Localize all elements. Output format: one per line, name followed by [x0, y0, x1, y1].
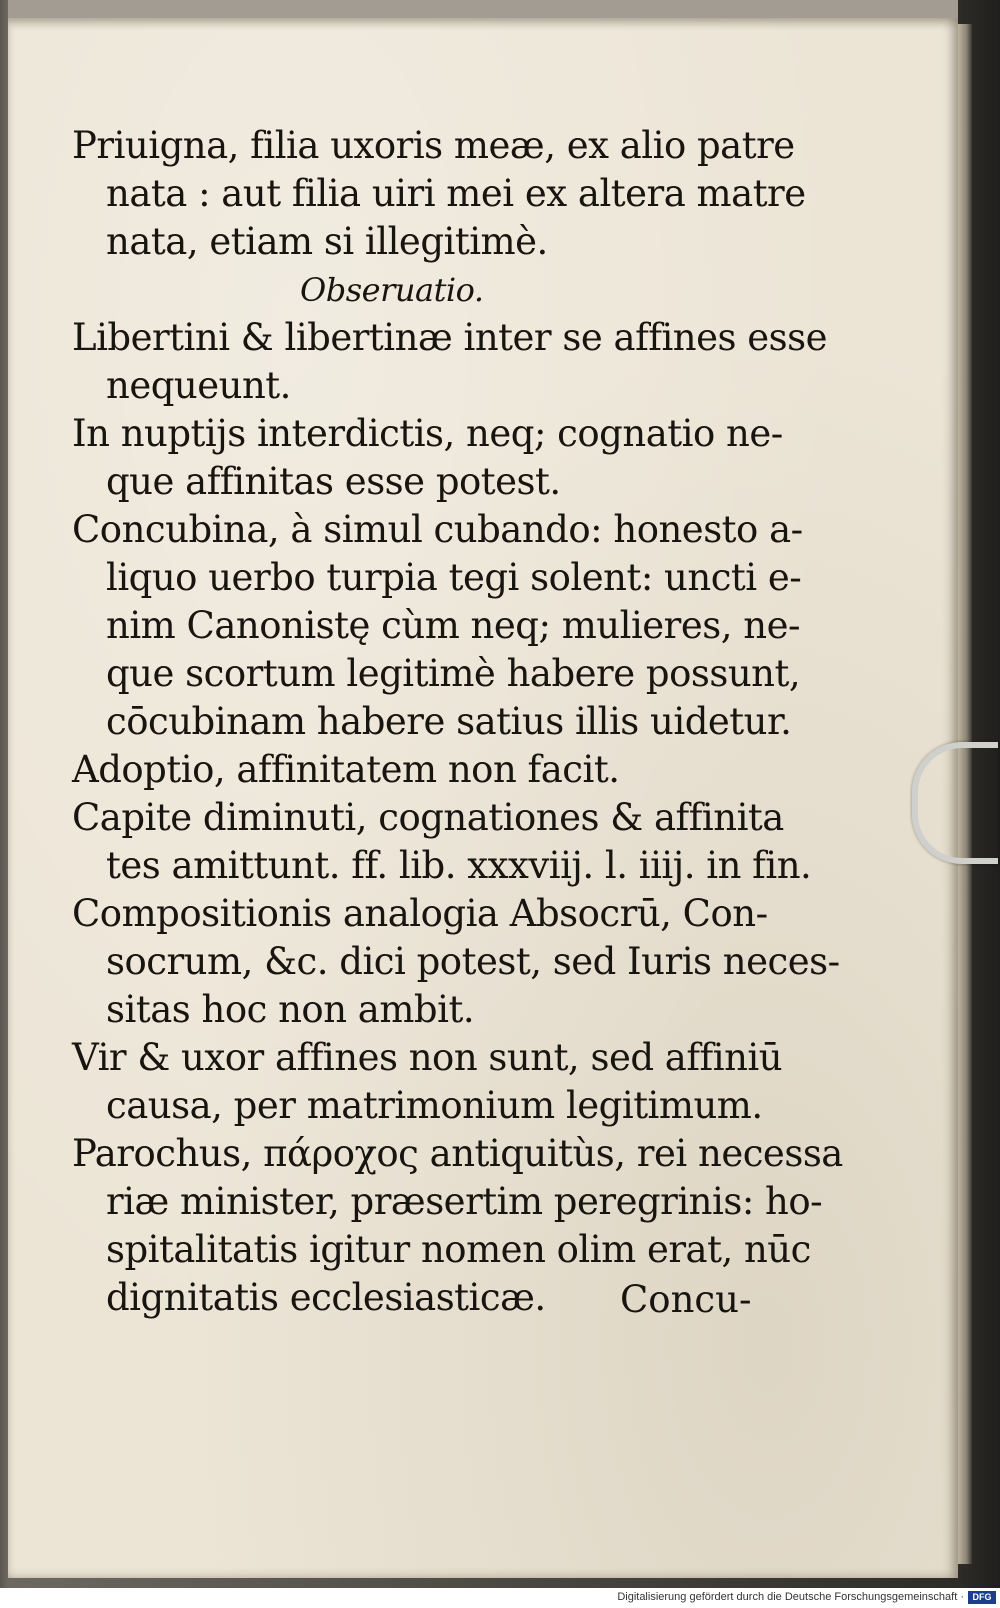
text-line: Parochus, πάροχος antiquitùs, rei necessa — [72, 1132, 843, 1175]
catchword: Concu- — [620, 1278, 752, 1321]
text-line: que scortum legitimè habere possunt, — [106, 652, 801, 695]
text-line: spitalitatis igitur nomen olim erat, nūc — [106, 1228, 811, 1271]
text-line: socrum, &c. dici potest, sed Iuris neces- — [106, 940, 840, 983]
text-line: Capite diminuti, cognationes & affinita — [72, 796, 784, 839]
text-line: riæ minister, præsertim peregrinis: ho- — [106, 1180, 823, 1223]
text-line: que affinitas esse potest. — [106, 460, 561, 503]
text-line: Compositionis analogia Absocrū, Con- — [72, 892, 768, 935]
text-line: liquo uerbo turpia tegi solent: uncti e- — [106, 556, 802, 599]
text-line: Libertini & libertinæ inter se affines esse — [72, 316, 828, 359]
page-text — [72, 122, 843, 1322]
text-line: Priuigna, filia uxoris meæ, ex alio patre — [72, 124, 795, 167]
text-line: tes amittunt. ff. lib. xxxviij. l. iiij. in fin. — [106, 844, 812, 887]
text-line: nequeunt. — [106, 364, 291, 407]
dfg-logo-icon: DFG — [968, 1591, 996, 1604]
paper-clip — [912, 742, 998, 864]
text-line: dignitatis ecclesiasticæ. — [106, 1276, 546, 1319]
section-heading: Obseruatio. — [300, 271, 484, 309]
text-line: causa, per matrimonium legitimum. — [106, 1084, 763, 1127]
text-line: Concubina, à simul cubando: honesto a- — [72, 508, 803, 551]
text-line: In nuptijs interdictis, neq; cognatio ne- — [72, 412, 783, 455]
text-line: Vir & uxor affines non sunt, sed affiniū — [72, 1036, 783, 1079]
text-line: nim Canonistę cùm neq; mulieres, ne- — [106, 604, 800, 647]
text-line: nata, etiam si illegitimè. — [106, 220, 548, 263]
text-line: nata : aut filia uiri mei ex altera matre — [106, 172, 806, 215]
footer-credit: Digitalisierung gefördert durch die Deutsche Forschungsgemeinschaft · — [617, 1591, 964, 1603]
text-line: sitas hoc non ambit. — [106, 988, 475, 1031]
footer-bar — [0, 1588, 1000, 1608]
text-line: cōcubinam habere satius illis uidetur. — [106, 700, 792, 743]
text-line: Adoptio, affinitatem non facit. — [72, 748, 620, 791]
